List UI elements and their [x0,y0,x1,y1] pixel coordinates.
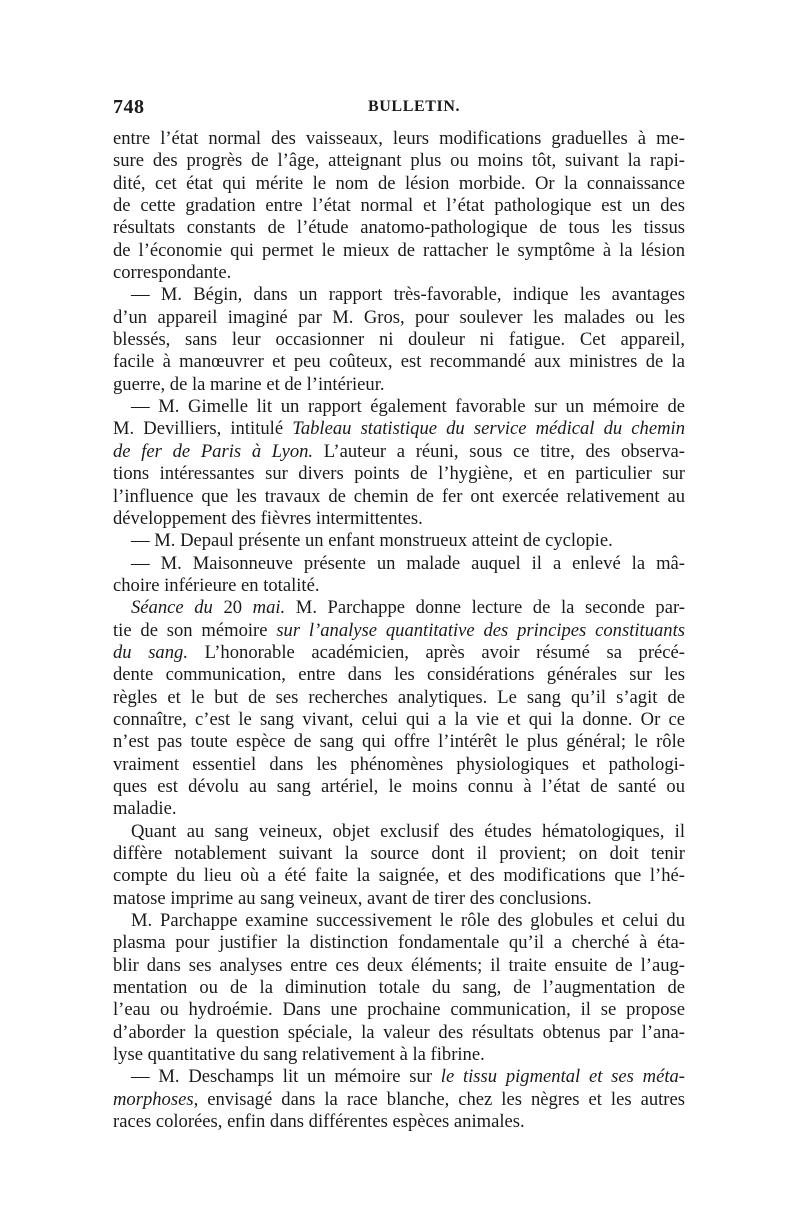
text-run: envisagé dans la race blanche, chez les nègres et les autres [198,1088,685,1110]
text-run: maladie. [113,798,177,820]
text-run: 20 [212,597,253,619]
text-line [113,217,685,239]
text-run: — M. Bégin, dans un rapport très-favorable, indique les avantages [131,284,685,306]
text-line [113,486,685,508]
text-run: M. Parchappe examine successivement le rôle des globules et celui du [131,910,685,932]
text-run: — M. Deschamps lit un mémoire sur [131,1066,441,1088]
text-line [113,530,685,552]
text-run: ques est dévolu au sang artériel, le moins connu à l’état de santé ou [113,775,685,797]
text-run: M. Devilliers, intitulé [113,418,293,440]
text-line [113,664,685,686]
italic-text: de fer de Paris à Lyon. [113,440,314,462]
text-run: d’aborder la question spéciale, la valeur des résultats obtenus par l’ana- [113,1021,685,1043]
text-run: correspondante. [113,262,232,284]
text-run: lyse quantitative du sang relativement à la fibrine. [113,1044,485,1066]
italic-text: le tissu pigmental et ses méta- [440,1066,685,1088]
text-line [113,910,685,932]
text-run: tie de son mémoire [113,619,277,641]
text-run: — M. Depaul présente un enfant monstrueux atteint de cyclopie. [131,530,613,552]
text-run: résultats constants de l’étude anatomo-pathologique de tous les tissus [113,217,685,239]
text-run: L’auteur a réuni, sous ce titre, des observa- [313,440,685,462]
italic-text: Séance du [131,597,213,619]
text-run: dente communication, entre dans les considérations générales sur les [113,664,685,686]
text-line [113,307,685,329]
text-run: matose imprime au sang veineux, avant de tirer des conclusions. [113,887,592,909]
text-line [113,195,685,217]
text-line [113,687,685,709]
text-line [113,262,685,284]
text-run: — M. Maisonneuve présente un malade auquel il a enlevé la mâ- [131,552,685,574]
text-run: l’influence que les travaux de chemin de fer ont exercée relativement au [113,485,685,507]
text-line [113,1044,685,1066]
text-run: sure des progrès de l’âge, atteignant plus ou moins tôt, suivant la rapi- [113,150,685,172]
text-run: Quant au sang veineux, objet exclusif des études hématologiques, il [131,820,685,842]
text-line [113,754,685,776]
italic-text: du sang. [113,641,188,663]
text-run: connaître, c’est le sang vivant, celui qui a la vie et qui la donne. Or ce [113,708,685,730]
text-run: dité, cet état qui mérite le nom de lésion morbide. Or la connaissance [113,172,685,194]
text-line [113,999,685,1021]
text-line [113,620,685,642]
italic-text: sur l’analyse quantitative des principes constituants [276,619,685,641]
text-line [113,932,685,954]
text-run: entre l’état normal des vaisseaux, leurs modifications graduelles à me- [113,128,685,149]
text-line [113,463,685,485]
text-line [113,329,685,351]
text-line [113,865,685,887]
text-run: développement des fièvres intermittentes. [113,507,423,529]
page-header [113,96,683,124]
text-line [113,798,685,820]
text-run: blessés, sans leur occasionner ni douleur ni fatigue. Cet appareil, [113,329,685,351]
text-line [113,642,685,664]
text-line [113,553,685,575]
text-line [113,1022,685,1044]
text-line [113,977,685,999]
text-line [113,776,685,798]
page-number: 748 [113,96,145,118]
text-line [113,240,685,262]
italic-text: mai. [252,597,286,619]
text-line [113,150,685,172]
text-run: vraiment essentiel dans les phénomènes physiologiques et pathologi- [113,753,685,775]
text-line [113,508,685,530]
text-run: M. Parchappe donne lecture de la seconde par- [285,597,685,619]
text-line [113,955,685,977]
text-run: mentation ou de la diminution totale du sang, de l’augmentation de [113,977,685,999]
text-line [113,597,685,619]
text-run: de cette gradation entre l’état normal et l’état pathologique est un des [113,195,685,217]
text-line [113,731,685,753]
text-line [113,843,685,865]
text-run: règles et le but de ses recherches analytiques. Le sang qu’il s’agit de [113,686,685,708]
text-run: facile à manœuvrer et peu coûteux, est recommandé aux ministres de la [113,351,685,373]
body-text [113,128,685,1133]
text-run: plasma pour justifier la distinction fondamentale qu’il a cherché à éta- [113,932,685,954]
text-line [113,284,685,306]
text-line [113,575,685,597]
text-line [113,821,685,843]
text-run: d’un appareil imaginé par M. Gros, pour soulever les malades ou les [113,306,685,328]
text-line [113,441,685,463]
text-line [113,1111,685,1133]
text-line [113,374,685,396]
text-line [113,128,685,150]
running-title: BULLETIN. [368,98,461,115]
text-line [113,418,685,440]
text-run: tions intéressantes sur divers points de l’hygiène, et en particulier sur [113,463,685,485]
text-run: de l’économie qui permet le mieux de rattacher le symptôme à la lésion [113,239,685,261]
text-run: choire inférieure en totalité. [113,574,320,596]
text-run: compte du lieu où a été faite la saignée, et des modifications que l’hé- [113,865,685,887]
text-line [113,709,685,731]
text-line [113,351,685,373]
text-run: blir dans ses analyses entre ces deux éléments; il traite ensuite de l’aug- [113,954,685,976]
text-line [113,1089,685,1111]
text-line [113,173,685,195]
text-line [113,888,685,910]
text-run: guerre, de la marine et de l’intérieur. [113,373,385,395]
italic-text: morphoses, [113,1088,199,1110]
text-run: races colorées, enfin dans différentes espèces animales. [113,1111,525,1133]
text-run: L’honorable académicien, après avoir résumé sa précé- [187,641,685,663]
italic-text: Tableau statistique du service médical du chemin [292,418,686,440]
text-run: — M. Gimelle lit un rapport également favorable sur un mémoire de [131,396,685,418]
text-run: n’est pas toute espèce de sang qui offre l’intérêt le plus général; le rôle [113,731,685,753]
text-run: l’eau ou hydroémie. Dans une prochaine communication, il se propose [113,999,685,1021]
text-line [113,396,685,418]
text-line [113,1066,685,1088]
text-run: diffère notablement suivant la source dont il provient; on doit tenir [113,843,685,864]
